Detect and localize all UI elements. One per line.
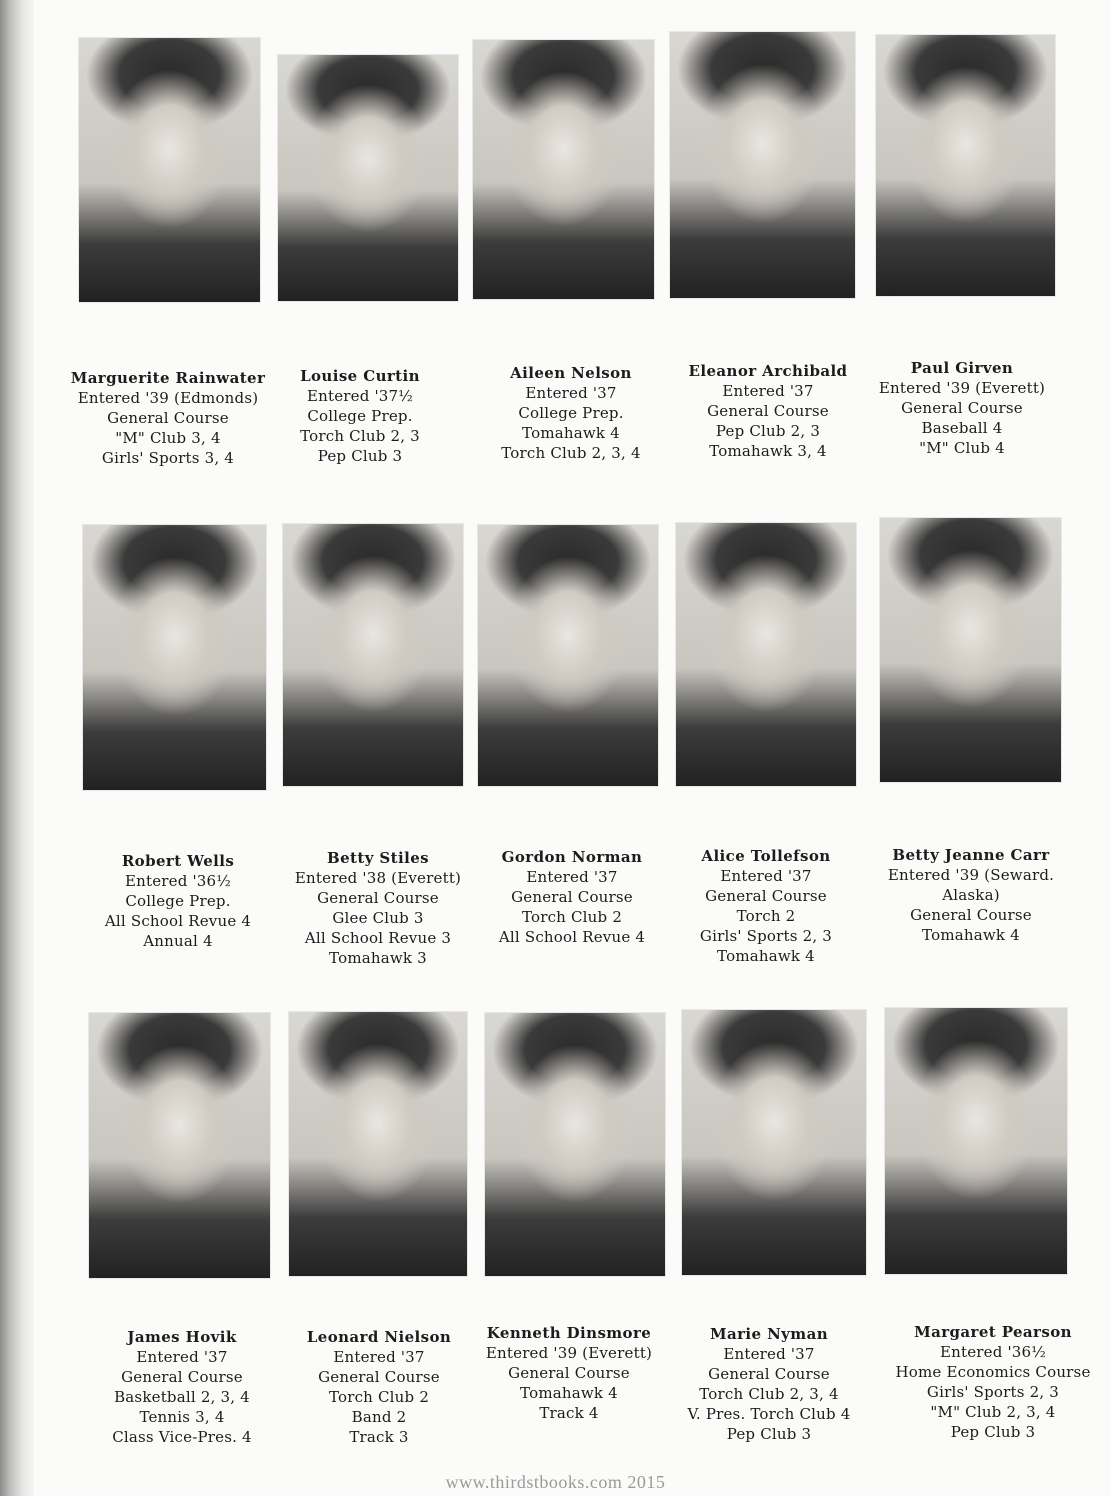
student-photo — [876, 35, 1055, 296]
student-detail: Tennis 3, 4 — [139, 1408, 225, 1426]
student-detail: Class Vice-Pres. 4 — [112, 1428, 252, 1446]
student-caption — [861, 845, 1081, 945]
student-name: Leonard Nielson — [306, 1328, 452, 1346]
student-detail: Entered '36½ — [124, 872, 232, 890]
student-detail: V. Pres. Torch Club 4 — [687, 1405, 851, 1423]
student-detail: "M" Club 4 — [919, 439, 1005, 457]
student-detail: Pep Club 3 — [726, 1425, 812, 1443]
student-photo — [670, 32, 855, 298]
student-detail: Track 3 — [349, 1428, 409, 1446]
student-caption — [459, 1323, 679, 1423]
student-photo — [283, 524, 463, 786]
student-detail: College Prep. — [518, 404, 624, 422]
student-detail: Entered '39 (Everett) — [485, 1344, 653, 1362]
student-detail: Annual 4 — [143, 932, 213, 950]
student-name: Marguerite Rainwater — [70, 369, 266, 387]
student-photo — [278, 55, 458, 301]
student-photo — [485, 1013, 665, 1276]
student-name: Robert Wells — [121, 852, 235, 870]
student-detail: General Course — [317, 889, 439, 907]
student-detail: General Course — [708, 1365, 830, 1383]
student-caption — [656, 846, 876, 966]
student-detail: Entered '37 — [526, 868, 618, 886]
student-detail: Glee Club 3 — [332, 909, 424, 927]
student-photo — [89, 1013, 270, 1278]
student-detail: General Course — [910, 906, 1032, 924]
book-binding-edge — [0, 0, 34, 1496]
student-detail: Entered '39 (Everett) — [878, 379, 1046, 397]
student-caption — [462, 847, 682, 947]
student-caption — [658, 361, 878, 461]
student-detail: Tomahawk 4 — [520, 1384, 618, 1402]
student-name: Alice Tollefson — [701, 847, 831, 865]
student-detail: Home Economics Course — [895, 1363, 1091, 1381]
student-detail: Tomahawk 3 — [329, 949, 427, 967]
student-detail: College Prep. — [307, 407, 413, 425]
student-caption — [68, 851, 288, 951]
student-name: Betty Jeanne Carr — [892, 846, 1050, 864]
student-detail: Entered '37 — [723, 1345, 815, 1363]
student-photo — [478, 525, 658, 786]
student-detail: General Course — [901, 399, 1023, 417]
student-photo — [289, 1012, 467, 1276]
student-detail: Torch Club 2 — [328, 1388, 430, 1406]
student-caption — [72, 1327, 292, 1447]
student-detail: Entered '36½ — [939, 1343, 1047, 1361]
student-name: Betty Stiles — [327, 849, 429, 867]
student-caption — [269, 1327, 489, 1447]
student-detail: Torch Club 2, 3 — [300, 427, 420, 445]
watermark-footer: www.thirdstbooks.com 2015 — [445, 1472, 666, 1492]
student-detail: Entered '37 — [720, 867, 812, 885]
student-name: Louise Curtin — [300, 367, 420, 385]
student-photo — [885, 1008, 1067, 1274]
student-detail: General Course — [705, 887, 827, 905]
student-detail: General Course — [508, 1364, 630, 1382]
student-detail: General Course — [511, 888, 633, 906]
student-detail: Entered '39 (Edmonds) — [77, 389, 259, 407]
student-caption — [461, 363, 681, 463]
student-detail: "M" Club 2, 3, 4 — [930, 1403, 1056, 1421]
student-name: Kenneth Dinsmore — [486, 1324, 652, 1342]
student-detail: College Prep. — [125, 892, 231, 910]
student-detail: Torch Club 2 — [521, 908, 623, 926]
student-detail: Girls' Sports 2, 3 — [926, 1383, 1060, 1401]
student-name: Paul Girven — [910, 359, 1014, 377]
student-detail: Pep Club 3 — [317, 447, 403, 465]
student-caption — [659, 1324, 879, 1444]
student-caption — [58, 368, 278, 468]
student-detail: Tomahawk 4 — [922, 926, 1020, 944]
yearbook-page — [40, 0, 1111, 1496]
student-name: Gordon Norman — [501, 848, 643, 866]
student-detail: Pep Club 3 — [950, 1423, 1036, 1441]
student-caption — [268, 848, 488, 968]
student-detail: Alaska) — [942, 886, 1000, 904]
student-detail: Track 4 — [539, 1404, 599, 1422]
student-photo — [682, 1010, 866, 1275]
student-photo — [83, 525, 266, 790]
student-detail: Basketball 2, 3, 4 — [114, 1388, 250, 1406]
student-detail: Entered '37 — [333, 1348, 425, 1366]
student-name: Margaret Pearson — [914, 1323, 1072, 1341]
student-detail: Torch Club 2, 3, 4 — [699, 1385, 839, 1403]
student-detail: Torch Club 2, 3, 4 — [501, 444, 641, 462]
student-caption — [875, 1322, 1111, 1442]
student-detail: Girls' Sports 3, 4 — [101, 449, 235, 467]
student-detail: All School Revue 3 — [304, 929, 452, 947]
student-detail: Baseball 4 — [921, 419, 1003, 437]
student-detail: General Course — [107, 409, 229, 427]
student-detail: General Course — [707, 402, 829, 420]
student-detail: Entered '37 — [722, 382, 814, 400]
student-detail: Entered '39 (Seward. — [887, 866, 1055, 884]
student-photo — [880, 518, 1061, 782]
student-name: Marie Nyman — [709, 1325, 828, 1343]
student-detail: Girls' Sports 2, 3 — [699, 927, 833, 945]
student-name: James Hovik — [127, 1328, 237, 1346]
student-photo — [676, 523, 856, 786]
student-caption — [250, 366, 470, 466]
student-detail: "M" Club 3, 4 — [115, 429, 221, 447]
student-detail: All School Revue 4 — [104, 912, 252, 930]
student-name: Eleanor Archibald — [688, 362, 848, 380]
student-detail: Pep Club 2, 3 — [715, 422, 821, 440]
student-detail: Entered '37½ — [306, 387, 414, 405]
student-detail: Entered '37 — [136, 1348, 228, 1366]
student-detail: General Course — [318, 1368, 440, 1386]
student-detail: All School Revue 4 — [498, 928, 646, 946]
student-photo — [473, 40, 654, 299]
student-detail: Tomahawk 4 — [717, 947, 815, 965]
student-name: Aileen Nelson — [510, 364, 632, 382]
student-detail: General Course — [121, 1368, 243, 1386]
student-detail: Torch 2 — [736, 907, 796, 925]
student-photo — [79, 38, 260, 302]
student-detail: Tomahawk 3, 4 — [709, 442, 827, 460]
student-detail: Entered '38 (Everett) — [294, 869, 462, 887]
student-detail: Entered '37 — [525, 384, 617, 402]
student-caption — [852, 358, 1072, 458]
student-detail: Band 2 — [351, 1408, 407, 1426]
student-detail: Tomahawk 4 — [522, 424, 620, 442]
